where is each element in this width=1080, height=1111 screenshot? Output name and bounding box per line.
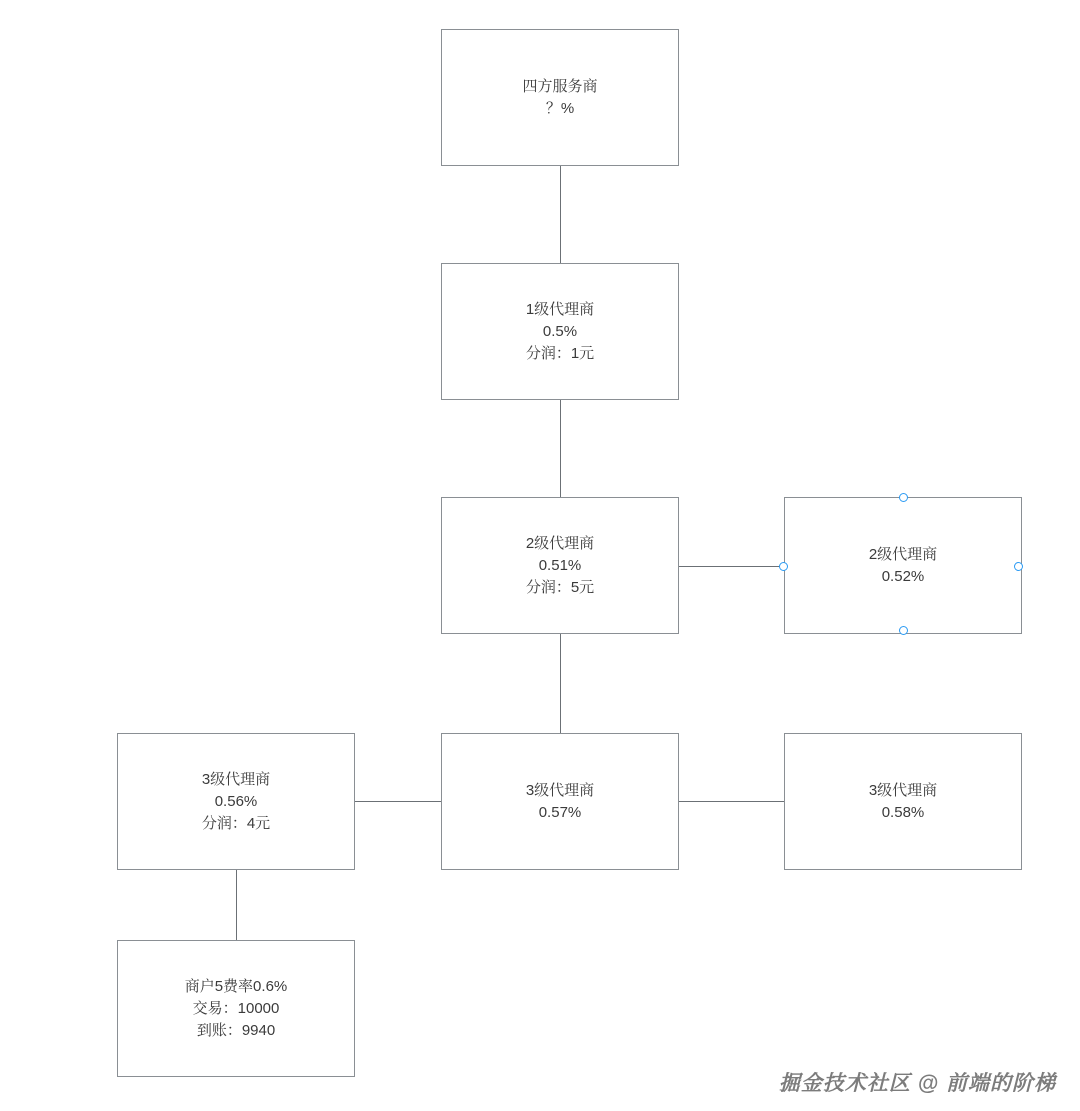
node-agent2-main-line-2: 0.51% [538, 556, 582, 574]
node-agent3-left-line-1: 3级代理商 [201, 770, 271, 788]
node-agent1-line-3: 分润：1元 [525, 344, 595, 362]
node-merchant[interactable] [117, 940, 355, 1077]
node-agent2-right-line-2: 0.52% [881, 567, 925, 585]
node-agent3-main-line-2: 0.57% [538, 803, 582, 821]
resize-handle-top[interactable] [899, 493, 908, 502]
node-agent3-right-line-2: 0.58% [881, 803, 925, 821]
edge-agent2-to-agent2right [679, 566, 784, 567]
node-agent2-main-line-3: 分润：5元 [525, 578, 595, 596]
node-agent2-main-line-1: 2级代理商 [525, 534, 595, 552]
node-agent3-left-line-3: 分润：4元 [201, 814, 271, 832]
node-agent2-right-line-1: 2级代理商 [868, 545, 938, 563]
edge-agent1-to-agent2 [560, 400, 561, 497]
node-provider-line-2: ？% [545, 99, 575, 117]
edge-agent2-to-agent3 [560, 634, 561, 733]
node-merchant-line-2: 交易：10000 [192, 999, 280, 1017]
node-merchant-line-1: 商户5费率0.6% [184, 977, 288, 995]
node-provider-line-1: 四方服务商 [522, 77, 598, 95]
resize-handle-right[interactable] [1014, 562, 1023, 571]
edge-agent3main-to-agent3right [679, 801, 784, 802]
node-merchant-line-3: 到账：9940 [196, 1021, 276, 1039]
node-agent3-main[interactable] [441, 733, 679, 870]
node-agent2-main[interactable] [441, 497, 679, 634]
node-agent2-right[interactable] [784, 497, 1022, 634]
node-agent3-main-line-1: 3级代理商 [525, 781, 595, 799]
node-agent3-right-line-1: 3级代理商 [868, 781, 938, 799]
node-agent3-right[interactable] [784, 733, 1022, 870]
resize-handle-bottom[interactable] [899, 626, 908, 635]
node-agent1-line-1: 1级代理商 [525, 300, 595, 318]
resize-handle-left[interactable] [779, 562, 788, 571]
edge-provider-to-agent1 [560, 166, 561, 263]
node-agent1-line-2: 0.5% [542, 322, 578, 340]
watermark: 掘金技术社区 @ 前端的阶梯 [778, 1072, 1056, 1095]
edge-agent3left-to-merchant [236, 870, 237, 940]
node-provider[interactable] [441, 29, 679, 166]
node-agent3-left-line-2: 0.56% [214, 792, 258, 810]
edge-agent3main-to-agent3left [355, 801, 441, 802]
node-agent1[interactable] [441, 263, 679, 400]
node-agent3-left[interactable] [117, 733, 355, 870]
